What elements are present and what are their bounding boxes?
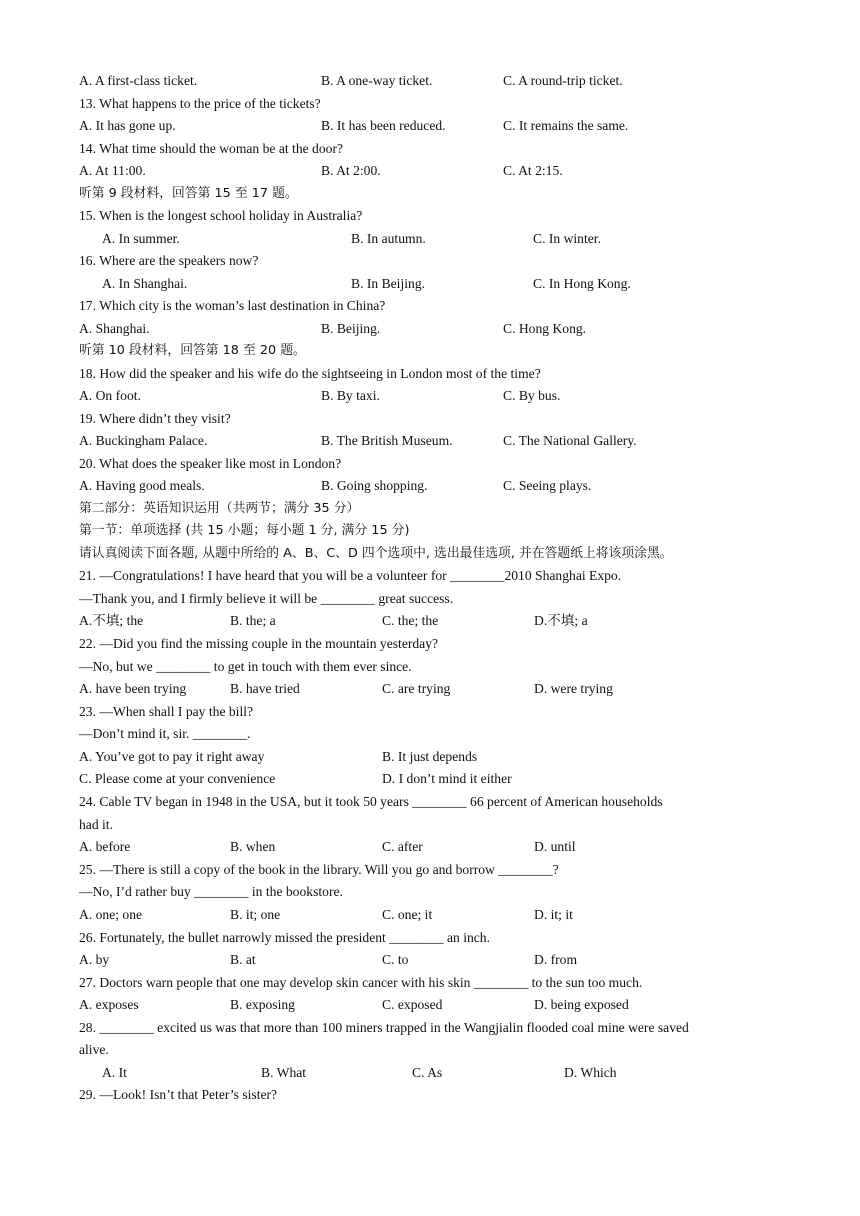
option-a: A. one; one	[79, 906, 143, 922]
option-a: A. You’ve got to pay it right away	[79, 748, 265, 764]
option-a: A. have been trying	[79, 681, 187, 696]
section-instruction-9: 听第 9 段材料，回答第 15 至 17 题。	[79, 185, 298, 201]
option-d: D. Which	[564, 1064, 617, 1080]
option-d: D. from	[534, 952, 578, 967]
option-b: B. exposing	[230, 997, 295, 1012]
part-two-heading: 第二部分：英语知识运用（共两节；满分 35 分）	[79, 500, 360, 516]
option-c: C. By bus.	[503, 388, 561, 403]
option-b: B. have tried	[230, 681, 300, 696]
question-15: 15. When is the longest school holiday in Australia?	[79, 208, 363, 223]
q20-options	[0, 475, 860, 497]
q28-options	[0, 1062, 860, 1084]
q25-options	[0, 904, 860, 926]
option-c: C. the; the	[382, 613, 439, 628]
option-b: B. at	[230, 952, 256, 967]
question-13: 13. What happens to the price of the tickets?	[79, 95, 321, 111]
question-28: 28. ________ excited us was that more than 100 miners trapped in the Wangjialin flooded coal mine were saved	[79, 1019, 689, 1035]
option-d: D.不填; a	[534, 613, 588, 628]
option-c: C. As	[412, 1064, 443, 1080]
question-24: 24. Cable TV began in 1948 in the USA, but it took 50 years ________ 66 percent of American households	[79, 794, 663, 809]
question-21: 21. —Congratulations! I have heard that you will be a volunteer for ________2010 Shanghai Expo.	[79, 568, 622, 583]
option-a: A. Having good meals.	[79, 478, 205, 493]
option-a: A.不填; the	[79, 613, 144, 628]
option-a: A. It	[102, 1064, 127, 1080]
q26-options	[0, 949, 860, 971]
q24-options	[0, 836, 860, 858]
q16-options	[0, 273, 860, 295]
q27-options	[0, 994, 860, 1016]
question-14: 14. What time should the woman be at the door?	[79, 140, 344, 156]
option-c: C. Seeing plays.	[503, 478, 592, 493]
option-d: D. were trying	[534, 681, 613, 696]
option-b: B. The British Museum.	[321, 433, 453, 448]
option-b: B. Beijing.	[321, 320, 381, 336]
q22-options	[0, 678, 860, 700]
question-18: 18. How did the speaker and his wife do the sightseeing in London most of the time?	[79, 365, 541, 381]
question-23-reply: —Don’t mind it, sir. ________.	[79, 726, 251, 741]
option-b: B. Going shopping.	[321, 478, 428, 493]
option-b: B. In Beijing.	[351, 275, 426, 291]
option-a: A. At 11:00.	[79, 163, 146, 178]
q12-options	[0, 70, 860, 92]
question-25: 25. —There is still a copy of the book in the library. Will you go and borrow ________?	[79, 861, 559, 877]
option-b: B. It has been reduced.	[321, 118, 446, 133]
option-a: A. A first-class ticket.	[79, 73, 198, 88]
q17-options	[0, 318, 860, 340]
option-c: C. one; it	[382, 906, 433, 922]
option-a: A. In Shanghai.	[102, 275, 188, 291]
q14-options	[0, 160, 860, 182]
q23-options-ab	[0, 746, 860, 768]
question-22-reply: —No, but we ________ to get in touch with them ever since.	[79, 658, 412, 674]
option-b: B. the; a	[230, 613, 276, 628]
q15-options	[0, 228, 860, 250]
question-23: 23. —When shall I pay the bill?	[79, 703, 254, 719]
option-c: C. Hong Kong.	[503, 320, 587, 336]
option-c: C. It remains the same.	[503, 118, 629, 133]
option-c: C. are trying	[382, 681, 451, 696]
question-24-cont: had it.	[79, 816, 113, 832]
option-c: C. The National Gallery.	[503, 433, 637, 448]
option-b: B. In autumn.	[351, 230, 426, 246]
option-c: C. to	[382, 952, 409, 967]
option-a: A. In summer.	[102, 230, 180, 246]
option-c: C. Please come at your convenience	[79, 771, 276, 786]
option-a: A. exposes	[79, 997, 139, 1012]
option-b: B. At 2:00.	[321, 163, 381, 178]
option-a: A. before	[79, 839, 131, 854]
question-20: 20. What does the speaker like most in London?	[79, 455, 342, 471]
q21-options	[0, 610, 860, 632]
question-21-reply: —Thank you, and I firmly believe it will be ________ great success.	[79, 591, 454, 606]
option-c: C. after	[382, 839, 423, 854]
question-17: 17. Which city is the woman’s last destination in China?	[79, 298, 386, 313]
question-25-reply: —No, I’d rather buy ________ in the bookstore.	[79, 884, 343, 899]
option-b: B. when	[230, 839, 276, 854]
question-22: 22. —Did you find the missing couple in the mountain yesterday?	[79, 636, 439, 651]
option-a: A. Buckingham Palace.	[79, 433, 208, 448]
option-d: D. I don’t mind it either	[382, 771, 512, 786]
option-d: D. until	[534, 839, 576, 854]
option-a: A. by	[79, 952, 110, 967]
option-a: A. It has gone up.	[79, 118, 176, 133]
q13-options	[0, 115, 860, 137]
option-c: C. exposed	[382, 997, 443, 1012]
question-19: 19. Where didn’t they visit?	[79, 410, 231, 426]
option-b: B. What	[261, 1064, 307, 1080]
option-b: B. It just depends	[382, 748, 478, 764]
section-one-instruction: 请认真阅读下面各题, 从题中所给的 A、B、C、D 四个选项中, 选出最佳选项, 并在答题纸上将该项涂黑。	[79, 545, 673, 561]
option-b: B. it; one	[230, 906, 281, 922]
q19-options	[0, 430, 860, 452]
option-c: C. In Hong Kong.	[533, 275, 631, 291]
question-26: 26. Fortunately, the bullet narrowly missed the president ________ an inch.	[79, 929, 491, 945]
option-a: A. Shanghai.	[79, 320, 150, 336]
question-27: 27. Doctors warn people that one may develop skin cancer with his skin ________ to the sun too much.	[79, 974, 643, 990]
q18-options	[0, 385, 860, 407]
option-c: C. In winter.	[533, 230, 601, 246]
q23-options-cd	[0, 768, 860, 790]
option-d: D. it; it	[534, 906, 573, 922]
section-instruction-10: 听第 10 段材料，回答第 18 至 20 题。	[79, 343, 306, 358]
option-b: B. A one-way ticket.	[321, 73, 433, 88]
option-c: C. A round-trip ticket.	[503, 73, 623, 88]
question-28-cont: alive.	[79, 1042, 109, 1057]
option-c: C. At 2:15.	[503, 163, 563, 178]
question-29: 29. —Look! Isn’t that Peter’s sister?	[79, 1087, 278, 1102]
section-one-heading: 第一节：单项选择 (共 15 小题；每小题 1 分, 满分 15 分)	[79, 523, 410, 538]
question-16: 16. Where are the speakers now?	[79, 253, 259, 268]
option-a: A. On foot.	[79, 388, 141, 403]
option-b: B. By taxi.	[321, 388, 380, 403]
option-d: D. being exposed	[534, 997, 629, 1012]
